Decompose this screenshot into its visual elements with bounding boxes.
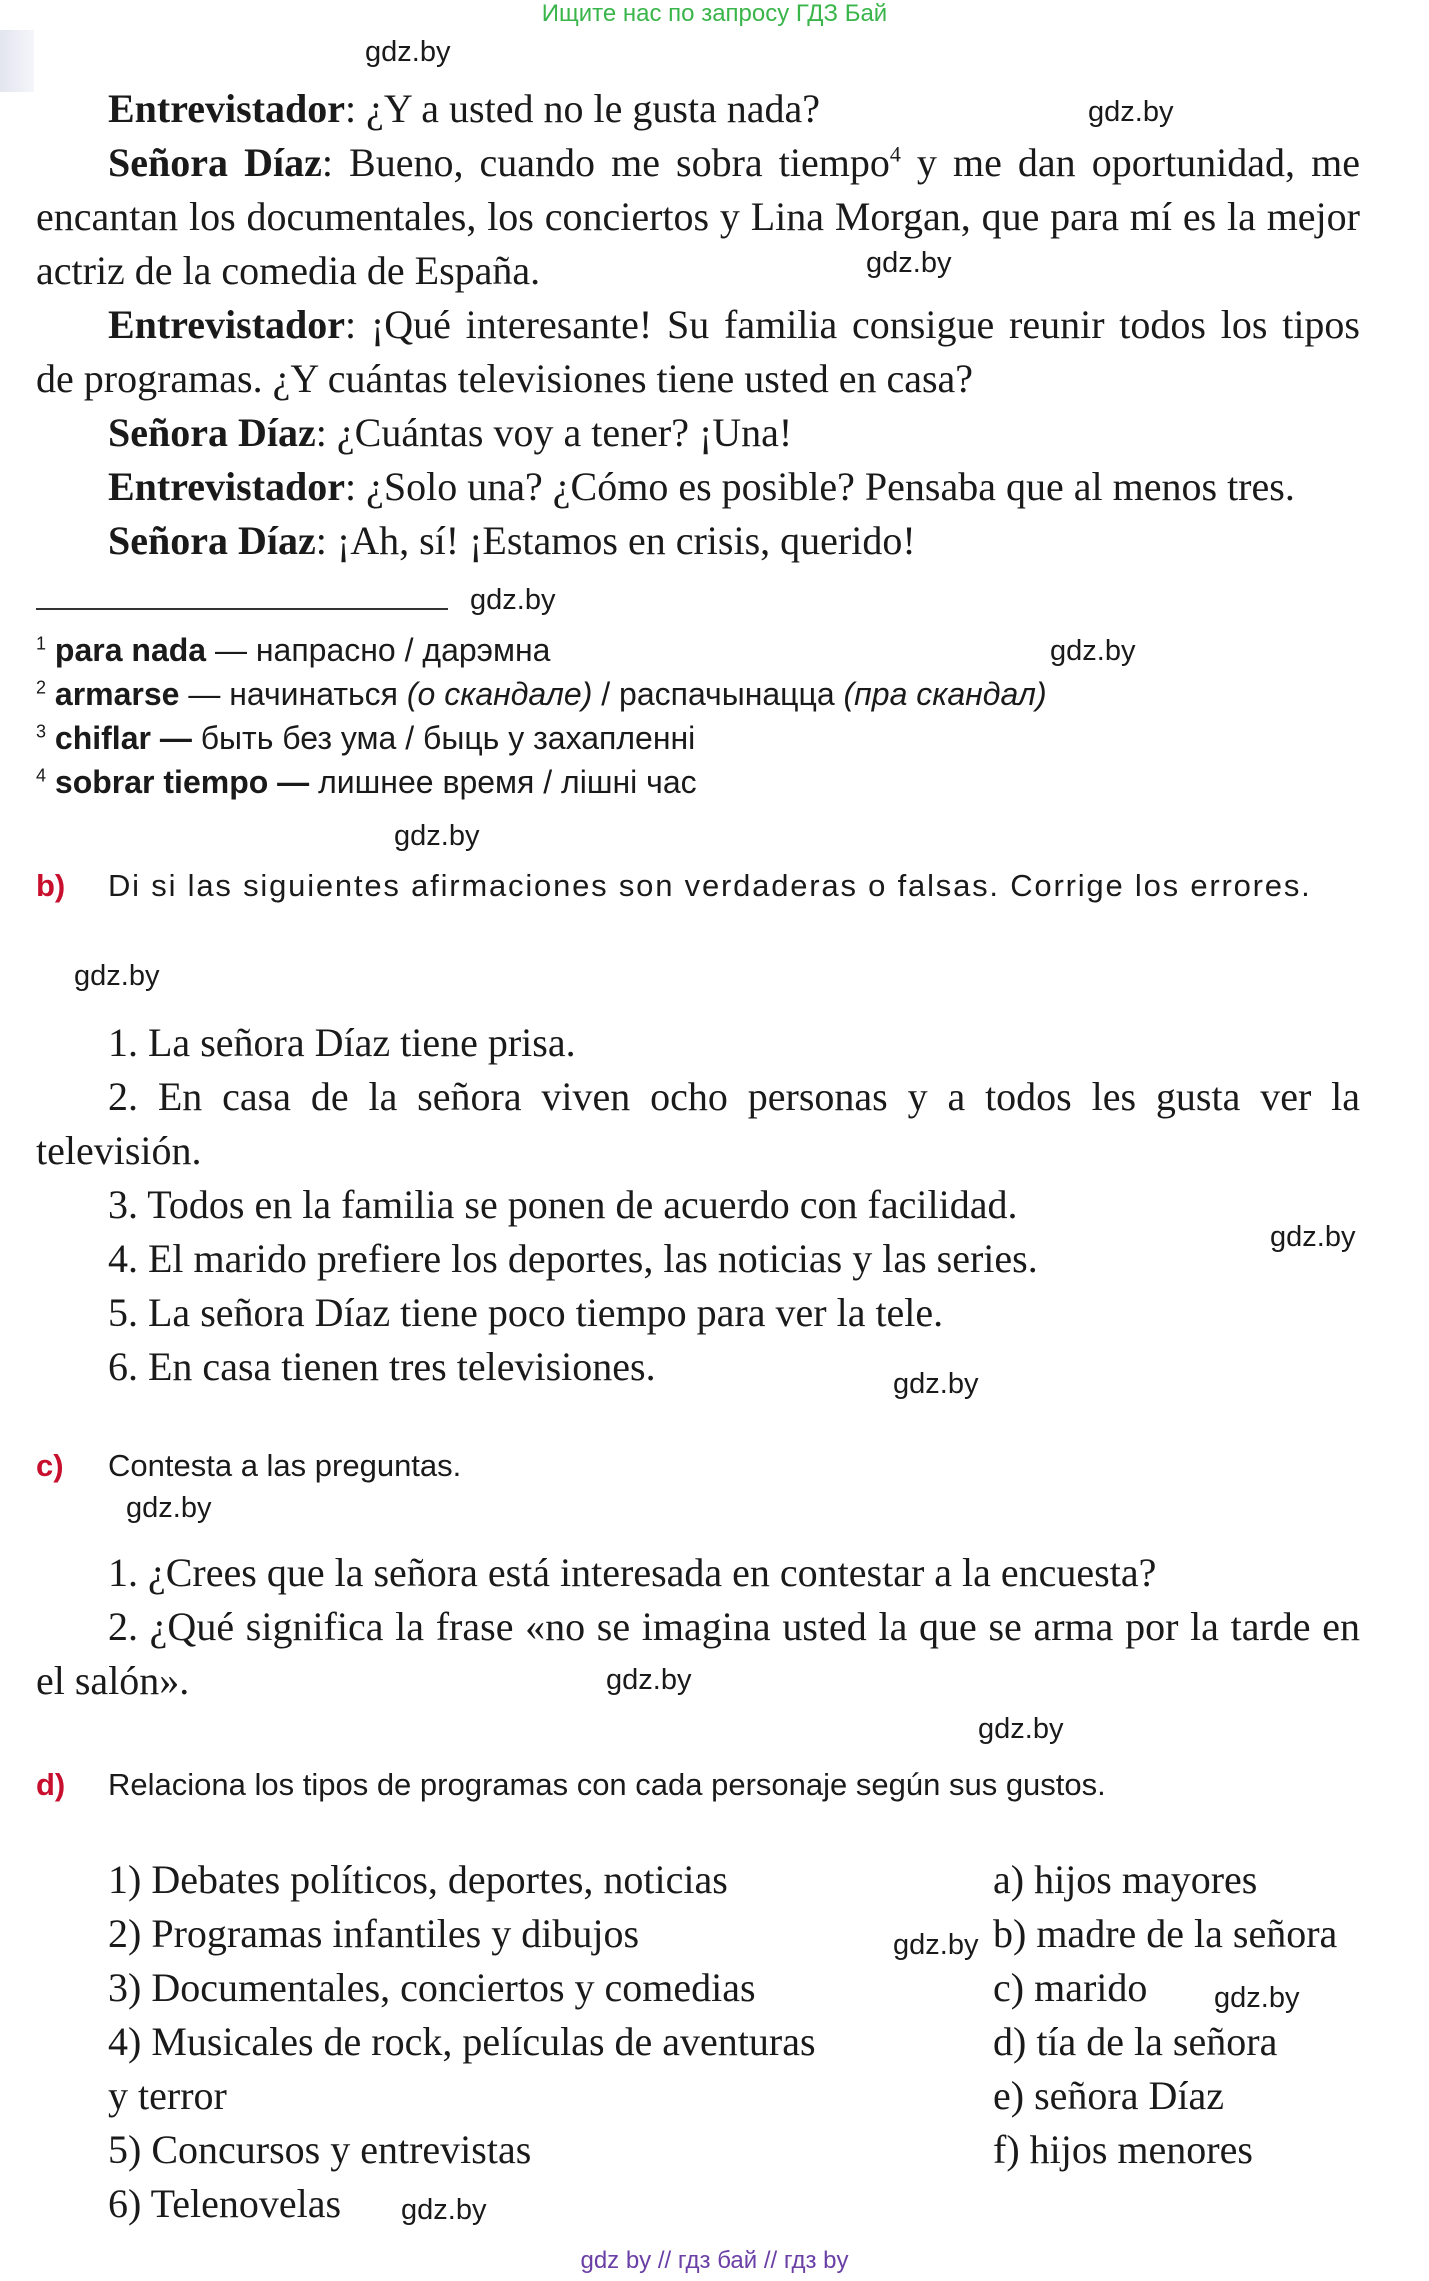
list-item: 6. En casa tienen tres televisiones.	[108, 1344, 656, 1389]
list-item: e) señora Díaz	[993, 2073, 1224, 2118]
task-c-instruction: c) Contesta a las preguntas.	[36, 1444, 1360, 1488]
list-item: 2. ¿Qué significa la frase «no se imagina usted la que se arma por la tarde en el salón».	[36, 1604, 1360, 1703]
list-item: 5) Concursos y entrevistas	[108, 2127, 532, 2172]
watermark: gdz.by	[606, 1664, 692, 1696]
footnote: $^1$ para nada — напрасно / дарэмна	[36, 632, 551, 668]
task-letter: d)	[36, 1767, 66, 1802]
footnote-ref: 4	[889, 141, 901, 167]
dialogue-line: Entrevistador: ¿Y a usted no le gusta nada?	[108, 86, 821, 131]
dialogue-line: Entrevistador: ¡Qué interesante! Su familia consigue reunir todos los tipos de programas. ¿Y cuántas televisiones tiene usted en casa?	[36, 302, 1360, 401]
top-banner: Ищите нас по запросу ГДЗ Бай	[541, 0, 888, 27]
list-item: 3. Todos en la familia se ponen de acuerdo con facilidad.	[108, 1182, 1018, 1227]
list-item: f) hijos menores	[993, 2127, 1253, 2172]
dialogue-line: Señora Díaz: Bueno, cuando me sobra tiempo$^4$ y me dan oportunidad, me encantan los documentales, los conciertos y Lina Morgan, que para mí es la mejor actriz de la comedia de España.	[36, 140, 1360, 293]
dialogue-line: Señora Díaz: ¡Ah, sí! ¡Estamos en crisis, querido!	[108, 518, 916, 563]
watermark: gdz.by	[1214, 1982, 1300, 2014]
page-edge-tab	[0, 30, 34, 92]
task-c-list	[36, 1546, 1360, 1708]
list-item: 5. La señora Díaz tiene poco tiempo para ver la tele.	[108, 1290, 944, 1335]
watermark: gdz.by	[394, 820, 480, 852]
watermark: gdz.by	[74, 960, 160, 992]
task-d-instruction: d) Relaciona los tipos de programas con cada personaje según sus gustos.	[36, 1763, 1360, 1807]
speaker: Señora Díaz	[108, 140, 322, 185]
list-item: c) marido	[993, 1965, 1148, 2010]
watermark: gdz.by	[126, 1492, 212, 1524]
footnote: $^3$ chiflar — быть без ума / быць у захапленні	[36, 720, 696, 756]
list-item: d) tía de la señora	[993, 2019, 1278, 2064]
dialogue	[36, 82, 1360, 568]
speaker: Entrevistador	[108, 464, 346, 509]
watermark: gdz.by	[893, 1368, 979, 1400]
list-item: 4. El marido prefiere los deportes, las noticias y las series.	[108, 1236, 1038, 1281]
speaker: Entrevistador	[108, 86, 346, 131]
list-item: 4) Musicales de rock, películas de aventuras	[108, 2019, 816, 2064]
watermark: gdz.by	[866, 247, 952, 279]
speaker: Señora Díaz	[108, 410, 316, 455]
list-item: 1) Debates políticos, deportes, noticias	[108, 1857, 728, 1902]
program-types-list	[36, 1853, 916, 2231]
characters-list	[993, 1853, 1393, 2177]
watermark: gdz.by	[978, 1713, 1064, 1745]
watermark: gdz.by	[1270, 1221, 1356, 1253]
task-letter: c)	[36, 1448, 64, 1483]
list-item: 6) Telenovelas	[108, 2181, 342, 2226]
list-item: 2. En casa de la señora viven ocho personas y a todos les gusta ver la televisión.	[36, 1074, 1360, 1173]
task-letter: b)	[36, 868, 66, 903]
list-item: b) madre de la señora	[993, 1911, 1338, 1956]
list-item: a) hijos mayores	[993, 1857, 1258, 1902]
footnote-divider	[36, 608, 448, 610]
watermark: gdz.by	[470, 584, 556, 616]
footnote: $^2$ armarse — начинаться (о скандале) / распачынацца (пра скандал)	[36, 676, 1047, 712]
list-item: 1. ¿Crees que la señora está interesada en contestar a la encuesta?	[108, 1550, 1157, 1595]
bottom-banner: gdz by // гдз бай // гдз by	[580, 2247, 849, 2274]
task-b-list	[36, 1016, 1360, 1394]
watermark: gdz.by	[1088, 96, 1174, 128]
watermark: gdz.by	[401, 2194, 487, 2226]
watermark: gdz.by	[1050, 635, 1136, 667]
task-b-instruction: b) Di si las siguientes afirmaciones son verdaderas o falsas. Corrige los errores.	[36, 864, 1360, 908]
watermark: gdz.by	[365, 36, 451, 68]
list-item: 3) Documentales, conciertos y comedias	[108, 1965, 756, 2010]
dialogue-line: Señora Díaz: ¿Cuántas voy a tener? ¡Una!	[108, 410, 793, 455]
list-item: 2) Programas infantiles y dibujos	[108, 1911, 640, 1956]
list-item: y terror	[108, 2073, 227, 2118]
footnote: $^4$ sobrar tiempo — лишнее время / лішні час	[36, 764, 697, 800]
list-item: 1. La señora Díaz tiene prisa.	[108, 1020, 576, 1065]
speaker: Entrevistador	[108, 302, 346, 347]
dialogue-line: Entrevistador: ¿Solo una? ¿Cómo es posible? Pensaba que al menos tres.	[108, 464, 1295, 509]
speaker: Señora Díaz	[108, 518, 316, 563]
watermark: gdz.by	[893, 1929, 979, 1961]
